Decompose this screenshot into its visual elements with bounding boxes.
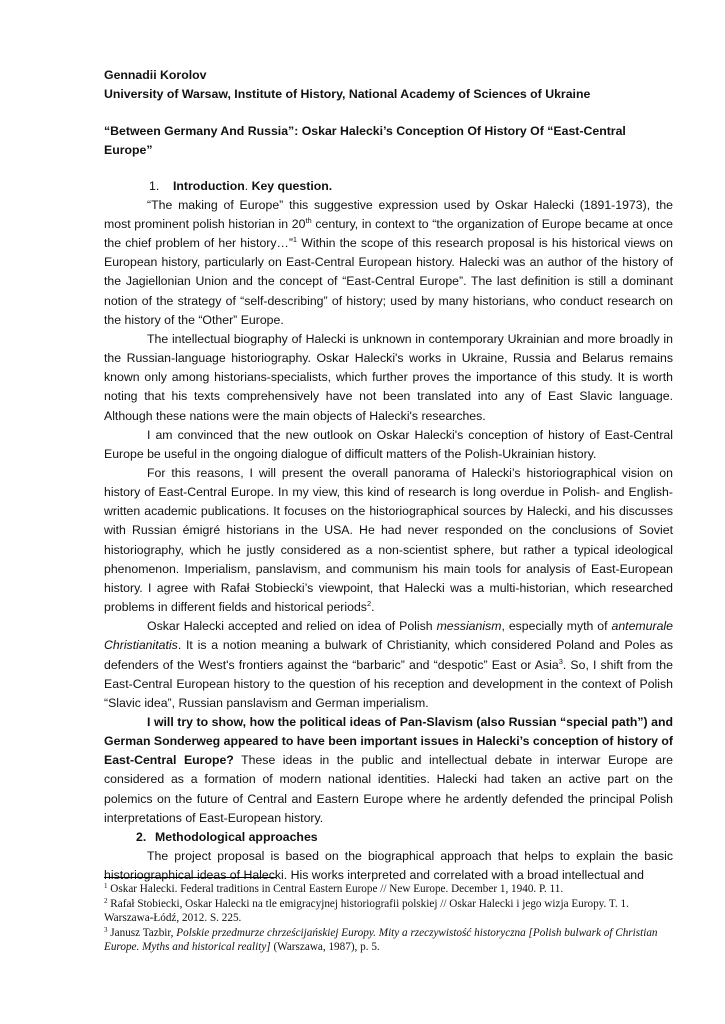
footnote-text: (Warszawa, 1987), p. 5. <box>270 941 380 954</box>
footnote-book-title: Polskie przedmurze chrześcijańskiej Europy. Mity a rzeczywistość historyczna [Polish bulwark of Christian Europe. Myths and historical reality] <box>104 926 658 954</box>
section-title: Introduction <box>173 178 245 193</box>
footnote-number: 3 <box>104 925 108 934</box>
paragraph-5 <box>104 617 673 713</box>
paragraph-7: The project proposal is based on the biographical approach that helps to explain the basic historiographical ideas of Halecki. His works interpreted and correlated with a broad intellectual and <box>104 849 673 883</box>
footnotes <box>104 882 676 955</box>
section-heading-methodology <box>104 828 673 847</box>
text-run: “The making of Europe” this suggestive expression used by Oskar Halecki (1891-1973), the most prominent polish historian in 20 <box>104 197 673 231</box>
section-number: 1. <box>149 178 160 193</box>
footnote-text: Janusz Tazbir, <box>107 926 177 939</box>
document-body <box>104 66 673 885</box>
paragraph-3: I am convinced that the new outlook on Oskar Halecki's conception of history of East-Central Europe be useful in the ongoing dialogue of difficult matters of the Polish-Ukrainian history. <box>104 427 673 461</box>
footnote-number: 2 <box>104 896 108 905</box>
footnote-ref-1[interactable]: 1 <box>292 235 298 245</box>
italic-term-messianism: messianism <box>436 619 502 634</box>
text-run: , especially myth of <box>501 619 612 634</box>
superscript-th: th <box>305 215 312 225</box>
text-run: Oskar Halecki accepted and relied on idea of Polish <box>147 619 437 634</box>
italic-term-antemurale: antemurale Christianitatis <box>104 619 674 653</box>
author-name: Gennadii Korolov <box>104 68 207 82</box>
section-number: 2. <box>136 829 147 844</box>
paragraph-1 <box>104 196 673 330</box>
section-subtitle: Key question. <box>251 178 333 193</box>
footnote-text: Rafał Stobiecki, Oskar Halecki na tle emigracyjnej historiografii polskiej // Oskar Halecki i jego wizja Europy. T. 1. Warszawa-Łódź, 2012. S. 225. <box>104 897 629 925</box>
section-separator: . <box>244 178 252 193</box>
footnote-2 <box>104 897 676 926</box>
text-run: . <box>371 600 375 615</box>
paper-title: “Between Germany And Russia”: Oskar Halecki’s Conception Of History Of “East-Central Europe” <box>104 124 626 158</box>
paragraph-6 <box>104 713 673 828</box>
section-heading-introduction <box>104 177 673 196</box>
footnote-number: 1 <box>104 882 108 890</box>
text-run: . So, I shift from the East-Central European history to the question of his reception and development in the context of Polish “Slavic idea”, Russian panslavism and German imperialism. <box>104 657 673 710</box>
footnote-3 <box>104 926 676 955</box>
section-title: Methodological approaches <box>155 829 318 844</box>
footnote-ref-3[interactable]: 3 <box>558 656 563 666</box>
footnote-1 <box>104 882 676 897</box>
text-run: . It is a notion meaning a bulwark of Christianity, which considered Poland and Poles as defenders of the West's frontiers against the “barbaric” and “despotic” East or Asia <box>104 638 673 672</box>
paragraph-2: The intellectual biography of Halecki is unknown in contemporary Ukrainian and more broadly in the Russian-language historiography. Oskar Halecki's works in Ukraine, Russia and Belarus remains known only among historians-specialists, which further proves the importance of this study. It is worth noting that his texts comprehensively have not been translated into any of East Slavic language. Although these nations were the main objects of Halecki's researches. <box>104 331 673 423</box>
research-question: I will try to show, how the political ideas of Pan-Slavism (also Russian “special path”) and German Sonderweg appeared to have been important issues in Halecki’s conception of history of East-Central Europe? <box>104 715 673 768</box>
footnote-separator <box>104 877 276 878</box>
author-affiliation: University of Warsaw, Institute of History, National Academy of Sciences of Ukraine <box>104 87 591 102</box>
footnote-text: Oskar Halecki. Federal traditions in Central Eastern Europe // New Europe. December 1, 1940. P. 11. <box>107 883 564 895</box>
text-run: century, in context to “the organization of Europe became at once the chief problem of her history…” <box>104 216 673 251</box>
text-run: These ideas in the public and intellectual debate in interwar Europe are considered as a formation of modern national identities. Halecki had taken an active part on the polemics on the future of Central and Eastern Europe where he ardently defended the principal Polish interpretations of East-European history. <box>104 753 674 825</box>
paragraph-4 <box>104 464 673 617</box>
text-run: Within the scope of this research proposal is his historical views on European history, particularly on East-Central European history. Halecki was an author of the history of the Jagiellonian Union and the concept of “East-Central Europe”. The last definition is still a dominant notion of the strategy of “self-describing” of history; used by many historians, who conduct research on the history of the “Other” Europe. <box>104 236 673 327</box>
text-run: For this reasons, I will present the overall panorama of Halecki’s historiographical vision on history of East-Central Europe. In my view, this kind of research is long overdue in Polish- and English-written academic publications. It focuses on the historiographical sources by Halecki, and his discusses with Russian émigré historians in the USA. He had never responded on the conclusions of Soviet historiography, which he justly considered as a non-scientist sphere, but rather a typical ideological phenomenon. Imperialism, panslavism, and communism his main tools for analysis of East-European history. I agree with Rafał Stobiecki’s viewpoint, that Halecki was a multi-historian, which researched problems in different fields and historical periods <box>104 465 673 615</box>
footnote-ref-2[interactable]: 2 <box>366 599 372 609</box>
